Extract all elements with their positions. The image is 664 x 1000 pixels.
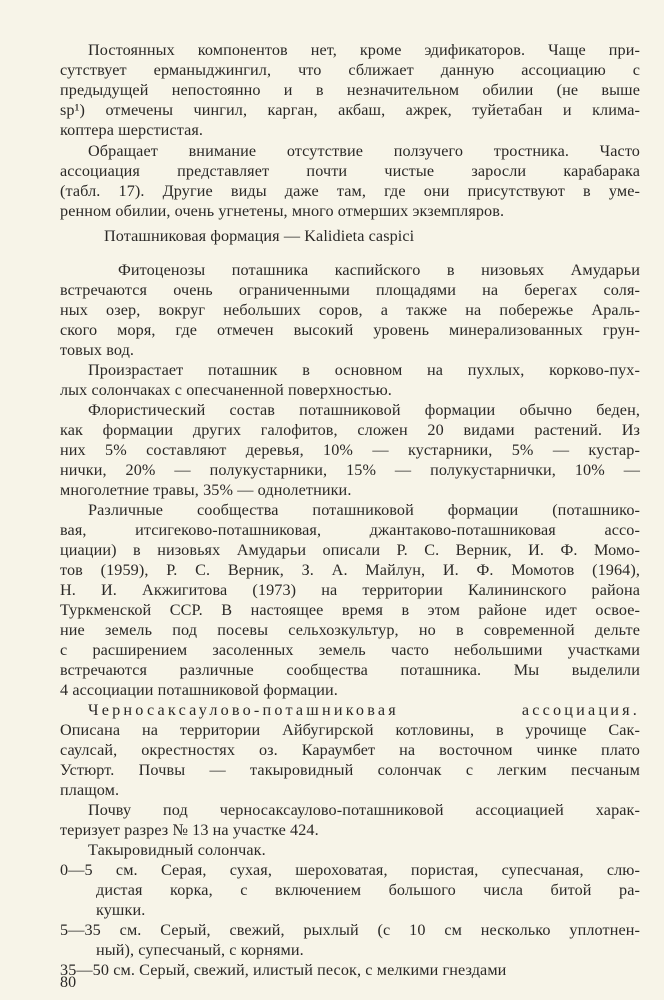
section-heading: Поташниковая формация — Kalidieta caspici	[104, 227, 415, 245]
text-line: sp¹) отмечены чингил, карган, акбаш, ажрек, туйетабан и клима-	[60, 101, 640, 119]
text-line: ассоциация представляет почти чистые заросли карабарака	[60, 162, 640, 180]
text-line: сутствует ерманыджингил, что сближает данную ассоциацию с	[60, 61, 640, 79]
text-line: Почву под черносаксаулово-поташниковой ассоциацией харак-	[88, 801, 640, 819]
text-line: плащом.	[60, 781, 120, 799]
text-line: циации) в низовьях Амударьи описали Р. С. Верник, И. Ф. Момо-	[60, 541, 640, 559]
text-line: с расширением засоленных земель часто небольшими участками	[60, 641, 640, 659]
text-line: (табл. 17). Другие виды даже там, где они присутствуют в уме-	[60, 182, 640, 200]
text-line: Описана на территории Айбугирской котловины, в урочище Сак-	[60, 721, 640, 739]
horizon-line: 0—5 см. Серая, сухая, шероховатая, пористая, супесчаная, слю-	[60, 861, 640, 879]
text-line: ского моря, где отмечен высокий уровень минерализованных грун-	[60, 321, 640, 339]
text-line: встречаются различные сообщества поташника. Мы выделили	[60, 661, 640, 679]
horizon-line: ный), супесчаный, с корнями.	[96, 941, 304, 959]
text-line: ренном обилии, очень угнетены, много отмерших экземпляров.	[60, 202, 505, 220]
text-line: них 5% составляют деревья, 10% — кустарники, 5% — кустар-	[60, 441, 640, 459]
horizon-line: дистая корка, с включением большого числа битой ра-	[96, 881, 640, 899]
text-line: Произрастает поташник в основном на пухлых, корково-пух-	[88, 361, 640, 379]
text-line: как формации других галофитов, сложен 20 видами растений. Из	[60, 421, 640, 439]
page-number: 80	[60, 974, 77, 991]
text-line: товых вод.	[60, 341, 135, 359]
text-line: Такыровидный солончак.	[88, 841, 266, 859]
text-line: Фитоценозы поташника каспийского в низовьях Амударьи	[118, 261, 640, 279]
text-line: Постоянных компонентов нет, кроме эдификаторов. Чаще при-	[88, 41, 640, 59]
text-line: коптера шерстистая.	[60, 121, 204, 139]
text-line: Обращает внимание отсутствие ползучего тростника. Часто	[88, 142, 640, 160]
text-line: лых солончаках с опесчаненной поверхностью.	[60, 381, 392, 399]
text-line: тов (1959), Р. С. Верник, З. А. Майлун, И. Ф. Момотов (1964),	[60, 561, 640, 579]
horizon-line: 5—35 см. Серый, свежий, рыхлый (с 10 см несколько уплотнен-	[60, 921, 640, 939]
horizon-line: кушки.	[96, 901, 146, 919]
text-line: предыдущей непостоянно и в незначительном обилии (не выше	[60, 81, 640, 99]
text-line: Туркменской ССР. В настоящее время в этом районе идет освое-	[60, 601, 640, 619]
text-line: 4 ассоциации поташниковой формации.	[60, 681, 338, 699]
horizon-line: 35—50 см. Серый, свежий, илистый песок, с мелкими гнездами	[60, 961, 507, 979]
text-line: Флористический состав поташниковой формации обычно беден,	[88, 401, 640, 419]
association-title: Черносаксаулово-поташниковая ассоциация.	[88, 701, 640, 719]
text-line: вая, итсигеково-поташниковая, джантаково-поташниковая ассо-	[60, 521, 640, 539]
text-line: встречаются очень ограниченными площадями на берегах соля-	[60, 281, 640, 299]
text-line: саулсай, окрестностях оз. Караумбет на восточном чинке плато	[60, 741, 640, 759]
text-line: Устюрт. Почвы — такыровидный солончак с легким песчаным	[60, 761, 640, 779]
text-line: теризует разрез № 13 на участке 424.	[60, 821, 319, 839]
text-line: многолетние травы, 35% — однолетники.	[60, 481, 352, 499]
text-line: ных озер, вокруг небольших соров, а также на побережье Араль-	[60, 301, 640, 319]
text-line: Н. И. Акжигитова (1973) на территории Калининского района	[60, 581, 640, 599]
text-line: Различные сообщества поташниковой формации (поташнико-	[88, 501, 640, 519]
text-line: нички, 20% — полукустарники, 15% — полукустарнички, 10% —	[60, 461, 640, 479]
text-line: ние земель под посевы сельхозкультур, но в современной дельте	[60, 621, 640, 639]
